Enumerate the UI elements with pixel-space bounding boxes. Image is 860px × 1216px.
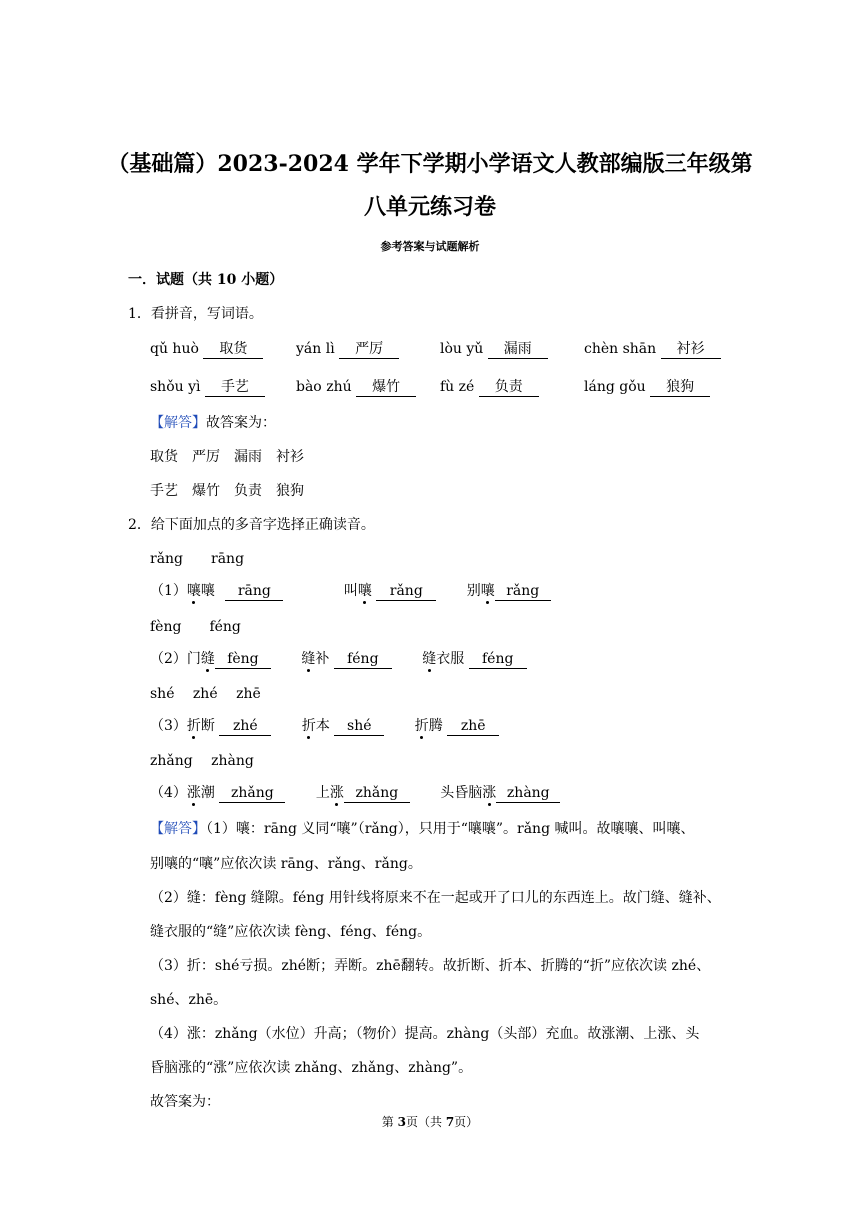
pinyin: chèn shān — [584, 341, 657, 357]
answer-blank: 狼狗 — [650, 379, 710, 397]
word-part: 断 — [200, 718, 215, 734]
dotted-char: 涨 — [186, 785, 201, 801]
word-part: 衣服 — [436, 651, 465, 667]
total-pages: 7 — [445, 1115, 455, 1129]
q2-explanation: 昏脑涨的“涨”应依次读 zhǎng、zhǎng、zhàng”。 — [150, 1060, 473, 1076]
footer-text: 第 — [381, 1115, 398, 1129]
item-number: （3） — [150, 718, 187, 734]
pinyin: lòu yǔ — [440, 341, 484, 357]
pinyin: qǔ huò — [150, 341, 199, 357]
word-part: 潮 — [200, 785, 215, 801]
answer-blank: féng — [469, 651, 527, 669]
q2-stem: 2．给下面加点的多音字选择正确读音。 — [128, 517, 375, 533]
dotted-char: 嚷 — [357, 583, 372, 599]
q2-explanation: （4）涨：zhǎng（水位）升高；（物价）提高。zhàng（头部）充血。故涨潮、上涨、头 — [150, 1026, 700, 1042]
dotted-char: 涨 — [329, 785, 344, 801]
word-part: 头昏脑 — [440, 785, 483, 801]
solution-label: 【解答】 — [150, 415, 206, 431]
solution-text: 故答案为： — [206, 415, 276, 431]
q1-item — [150, 378, 265, 397]
word-part: 别 — [466, 583, 481, 599]
document-title-line1: （基础篇）2023-2024 学年下学期小学语文人教部编版三年级第 — [107, 151, 753, 177]
pinyin: yán lì — [296, 341, 335, 357]
answer-blank: rāng — [225, 583, 283, 601]
q1-answers-line2: 手艺 爆竹 负责 狼狗 — [150, 483, 304, 499]
q1-answers-line1: 取货 严厉 漏雨 衬衫 — [150, 449, 304, 465]
q1-item — [296, 340, 399, 359]
q2-explanation: shé、zhē。 — [150, 992, 228, 1008]
answer-blank: zhē — [447, 718, 499, 736]
q1-item — [150, 340, 263, 359]
q2-conclusion: 故答案为： — [150, 1094, 220, 1110]
answer-blank: 严厉 — [339, 341, 399, 359]
item-number: （1） — [150, 583, 187, 599]
dotted-char: 缝 — [301, 651, 316, 667]
q2-group-1 — [150, 582, 551, 601]
dotted-char: 折 — [414, 718, 429, 734]
pinyin: shǒu yì — [150, 379, 201, 395]
answer-blank: zhé — [219, 718, 271, 736]
explanation-text: （1）嚷：rāng 义同“嚷”（rǎng），只用于“嚷嚷”。rǎng 喊叫。故嚷嚷、叫嚷、 — [206, 821, 695, 837]
answer-blank: rǎng — [376, 583, 436, 601]
q2-solution-1 — [150, 820, 695, 838]
q1-item — [440, 340, 548, 359]
dotted-char: 折 — [301, 718, 316, 734]
answer-blank: 爆竹 — [356, 379, 416, 397]
page-footer — [0, 1113, 860, 1130]
q1-item — [440, 378, 539, 397]
footer-text: 页） — [454, 1115, 479, 1129]
solution-label: 【解答】 — [150, 821, 206, 837]
item-number: （2） — [150, 651, 187, 667]
q2-explanation: （3）折：shé亏损。zhé断；弄断。zhē翻转。故折断、折本、折腾的“折”应依次读 zhé、 — [150, 958, 711, 974]
word-part: 上 — [315, 785, 330, 801]
subtitle: 参考答案与试题解析 — [380, 240, 480, 253]
dotted-char: 嚷 — [480, 583, 495, 599]
word-part: 补 — [315, 651, 330, 667]
answer-blank: zhàng — [496, 785, 560, 803]
pinyin: fù zé — [440, 379, 475, 395]
dotted-char: 嚷 — [186, 583, 201, 599]
word-part: 叫 — [343, 583, 358, 599]
word-part: 门 — [186, 651, 201, 667]
q2-explanation: 别嚷的“嚷”应依次读 rāng、rǎng、rǎng。 — [150, 856, 422, 872]
q1-item — [296, 378, 416, 397]
pinyin: bào zhú — [296, 379, 352, 395]
dotted-char: 缝 — [422, 651, 437, 667]
answer-blank: 衬衫 — [661, 341, 721, 359]
answer-blank: 负责 — [479, 379, 539, 397]
page-number: 3 — [397, 1115, 406, 1129]
word-part: 本 — [315, 718, 330, 734]
pinyin: láng gǒu — [584, 379, 646, 395]
document-title-line2: 八单元练习卷 — [363, 194, 496, 220]
q1-item — [584, 378, 710, 397]
q2-explanation: 缝衣服的“缝”应依次读 fèng、féng、féng。 — [150, 924, 432, 940]
q2-group-4 — [150, 784, 560, 803]
q2-options-3: shé zhé zhē — [150, 686, 261, 702]
item-number: （4） — [150, 785, 187, 801]
answer-blank: zhǎng — [219, 785, 285, 803]
q2-options-4: zhǎng zhàng — [150, 753, 254, 769]
answer-blank: fèng — [215, 651, 271, 669]
dotted-char: 涨 — [482, 785, 497, 801]
dotted-char: 折 — [186, 718, 201, 734]
footer-text: 页（共 — [405, 1115, 446, 1129]
section-heading: 一．试题（共 10 小题） — [128, 272, 284, 288]
answer-blank: 取货 — [203, 341, 263, 359]
answer-blank: 手艺 — [205, 379, 265, 397]
word-part: 腾 — [428, 718, 443, 734]
answer-blank: zhǎng — [344, 785, 410, 803]
answer-blank: 漏雨 — [488, 341, 548, 359]
answer-blank: féng — [334, 651, 392, 669]
q2-options-1: rǎng rāng — [150, 551, 245, 567]
answer-blank: rǎng — [495, 583, 551, 601]
q2-group-2 — [150, 650, 527, 669]
answer-blank: shé — [334, 718, 384, 736]
word-part: 嚷 — [200, 583, 215, 599]
q1-item — [584, 340, 721, 359]
q1-solution — [150, 414, 276, 432]
q1-stem: 1．看拼音，写词语。 — [128, 306, 263, 322]
q2-options-2: fèng féng — [150, 619, 241, 635]
q2-group-3 — [150, 717, 499, 736]
q2-explanation: （2）缝：fèng 缝隙。féng 用针线将原来不在一起或开了口儿的东西连上。故门缝、缝补、 — [150, 890, 721, 906]
dotted-char: 缝 — [200, 651, 215, 667]
